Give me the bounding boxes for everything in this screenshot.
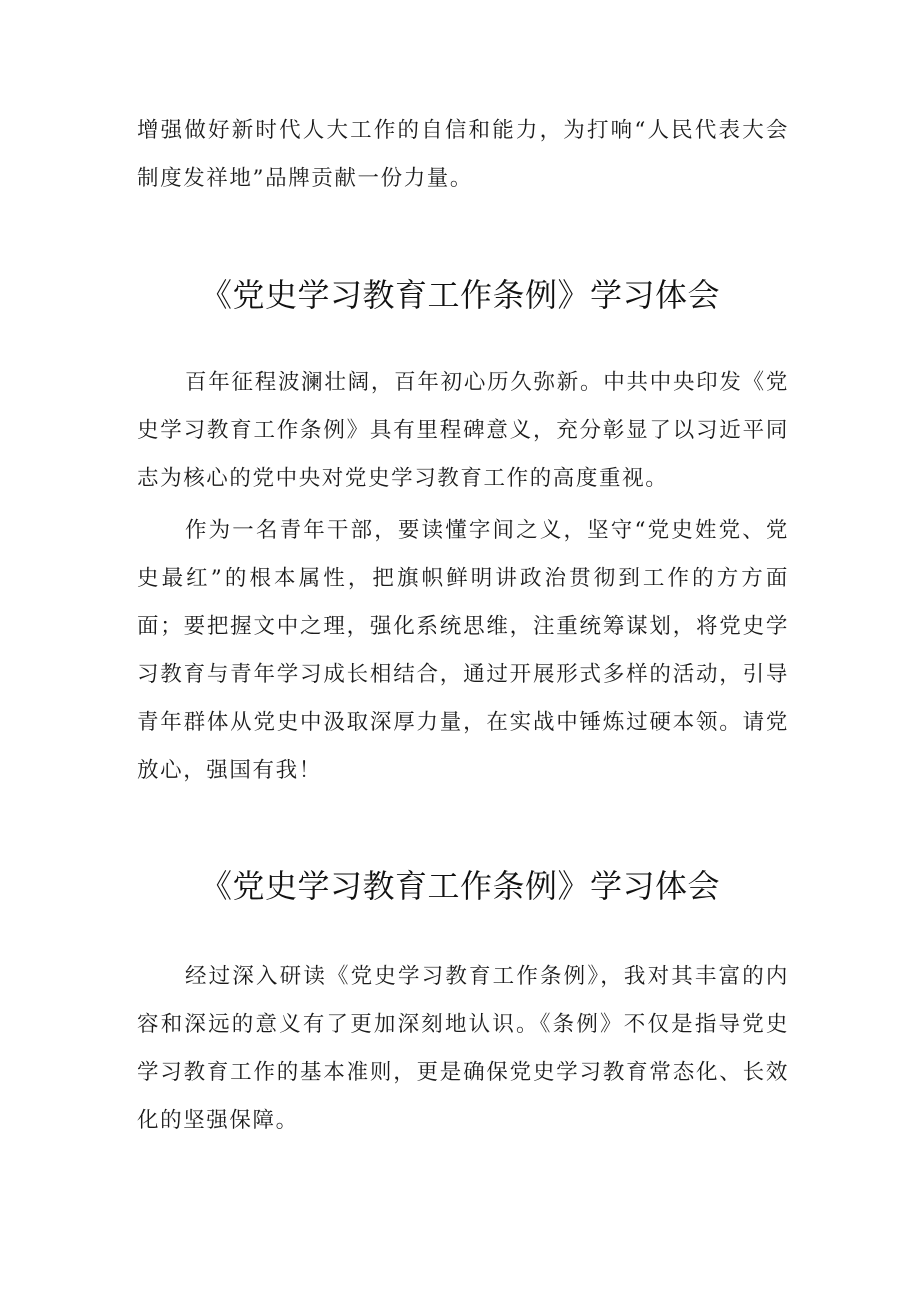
section-1-paragraph-2: 作为一名青年干部，要读懂字间之义，坚守“党史姓党、党史最红”的根本属性，把旗帜鲜明讲政治贯彻到工作的方方面面；要把握文中之理，强化系统思维，注重统筹谋划，将党史学习教育与青年学习成长相结合，通过开展形式多样的活动，引导青年群体从党史中汲取深厚力量，在实战中锤炼过硬本领。请党放心，强国有我！ (137, 518, 789, 783)
section-2-paragraph-1: 经过深入研读《党史学习教育工作条例》，我对其丰富的内容和深远的意义有了更加深刻地认识。《条例》不仅是指导党史学习教育工作的基本准则，更是确保党史学习教育常态化、长效化的坚强保障。 (137, 964, 789, 1133)
section-1-title: 《党史学习教育工作条例》学习体会 (199, 276, 720, 314)
intro-paragraph: 增强做好新时代人大工作的自信和能力，为打响“人民代表大会制度发祥地”品牌贡献一份力量。 (137, 118, 789, 191)
section-1-paragraph-1: 百年征程波澜壮阔，百年初心历久弥新。中共中央印发《党史学习教育工作条例》具有里程碑意义，充分彰显了以习近平同志为核心的党中央对党史学习教育工作的高度重视。 (137, 370, 789, 491)
section-2-title: 《党史学习教育工作条例》学习体会 (199, 867, 720, 905)
